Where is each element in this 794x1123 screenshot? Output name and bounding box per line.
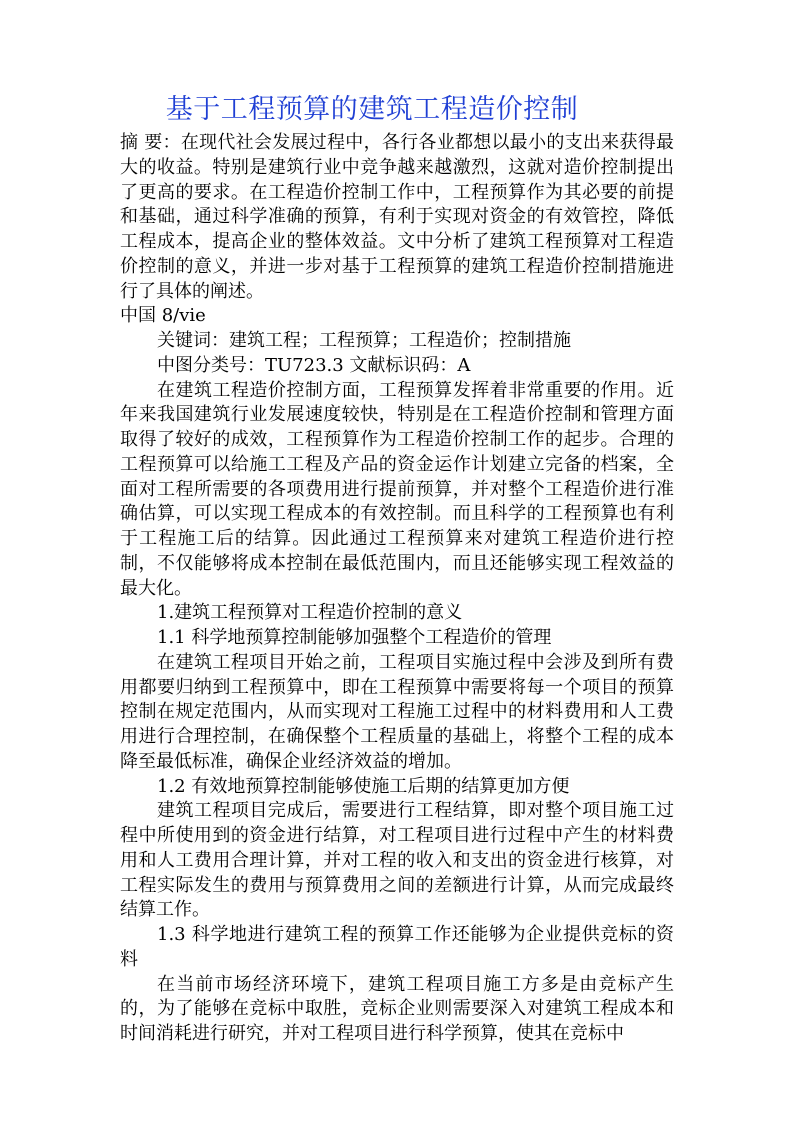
section-1-heading: 1.建筑工程预算对工程造价控制的意义 (157, 602, 463, 624)
keywords-line: 关键词：建筑工程；工程预算；工程造价；控制措施 (157, 330, 571, 351)
abstract-paragraph: 摘 要：在现代社会发展过程中，各行各业都想以最小的支出来获得最大的收益。特别是建筑行业中竞争越来越激烈，这就对造价控制提出了更高的要求。在工程造价控制工作中，工程预算作为其必要的前提和基础，通过科学准确的预算，有利于实现对资金的有效管控，降低工程成本，提高企业的整体效益。文中分析了建筑工程预算对工程造价控制的意义，并进一步对基于工程预算的建筑工程造价控制措施进行了具体的阐述。 (120, 132, 674, 302)
document-body (120, 131, 674, 1047)
classification-line: 中图分类号：TU723.3 文献标识码：A (157, 354, 471, 376)
subsection-1-3-paragraph: 在当前市场经济环境下，建筑工程项目施工方多是由竞标产生的，为了能够在竞标中取胜，竞标企业则需要深入对建筑工程成本和时间消耗进行研究，并对工程项目进行科学预算，使其在竞标中 (120, 973, 674, 1044)
subsection-1-2-paragraph: 建筑工程项目完成后，需要进行工程结算，即对整个项目施工过程中所使用到的资金进行结算，对工程项目进行过程中产生的材料费用和人工费用合理计算，并对工程的收入和支出的资金进行核算，对工程实际发生的费用与预算费用之间的差额进行计算，从而完成最终结算工作。 (120, 800, 674, 921)
subsection-1-1-heading: 1.1 科学地预算控制能够加强整个工程造价的管理 (157, 627, 552, 648)
subsection-1-3-heading: 1.3 科学地进行建筑工程的预算工作还能够为企业提供竞标的资料 (120, 924, 674, 970)
subsection-1-2-heading: 1.2 有效地预算控制能够使施工后期的结算更加方便 (157, 775, 570, 797)
stray-line: 中国 8/vie (120, 305, 206, 327)
document-title: 基于工程预算的建筑工程造价控制 (165, 94, 579, 125)
subsection-1-1-paragraph: 在建筑工程项目开始之前，工程项目实施过程中会涉及到所有费用都要归纳到工程预算中，即在工程预算中需要将每一个项目的预算控制在规定范围内，从而实现对工程施工过程中的材料费用和人工费用进行合理控制，在确保整个工程质量的基础上，将整个工程的成本降至最低标准，确保企业经济效益的增加。 (120, 651, 674, 772)
intro-paragraph: 在建筑工程造价控制方面，工程预算发挥着非常重要的作用。近年来我国建筑行业发展速度较快，特别是在工程造价控制和管理方面取得了较好的成效，工程预算作为工程造价控制工作的起步。合理的工程预算可以给施工工程及产品的资金运作计划建立完备的档案，全面对工程所需要的各项费用进行提前预算，并对整个工程造价进行准确估算，可以实现工程成本的有效控制。而且科学的工程预算也有利于工程施工后的结算。因此通过工程预算来对建筑工程造价进行控制，不仅能够将成本控制在最低范围内，而且还能够实现工程效益的最大化。 (120, 379, 674, 599)
